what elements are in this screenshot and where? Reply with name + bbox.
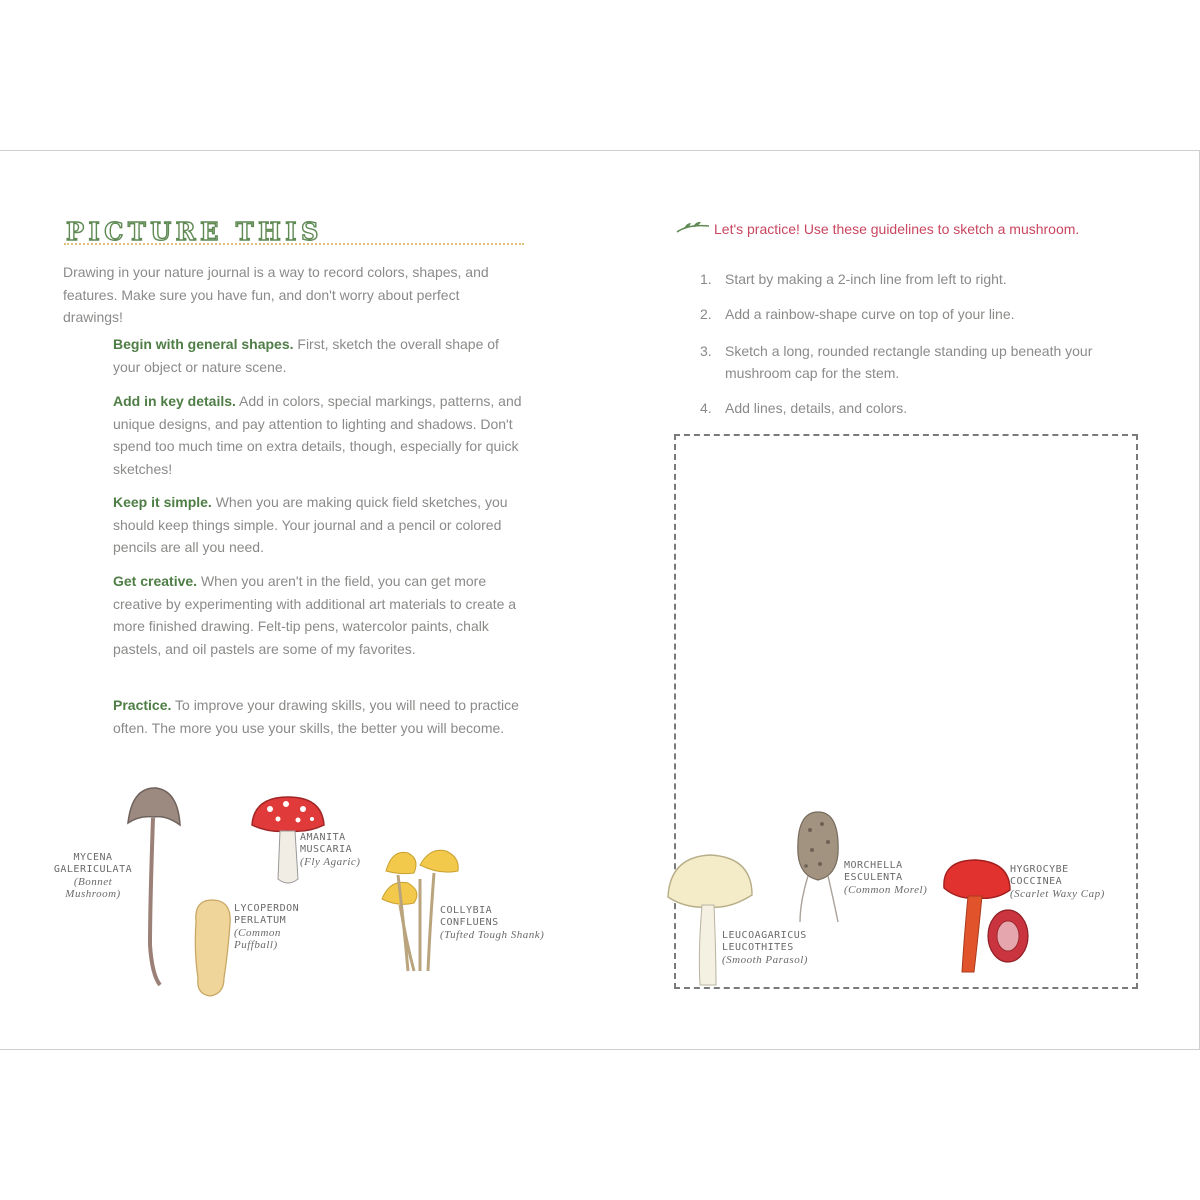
tip-text: To improve your drawing skills, you will need to practice often. The more you use your skills, the better you will become. <box>113 697 519 736</box>
morel-label <box>844 860 934 896</box>
page-title: PICTURE THIS <box>66 217 323 246</box>
step-number: 4. <box>700 400 712 416</box>
practice-step-4 <box>700 397 1100 419</box>
practice-step-2 <box>700 303 1100 325</box>
tip-heading: Keep it simple. <box>113 494 212 510</box>
tip-heading: Add in key details. <box>113 393 236 409</box>
puffball-label <box>234 903 324 951</box>
collybia-label <box>440 905 550 941</box>
specimen-latin: COLLYBIA CONFLUENS <box>440 905 499 928</box>
tip-practice <box>113 694 523 739</box>
specimen-latin: AMANITA MUSCARIA <box>300 832 353 855</box>
step-text: Sketch a long, rounded rectangle standing up beneath your mushroom cap for the stem. <box>725 343 1093 381</box>
amanita-label <box>300 832 370 868</box>
tip-keep-simple <box>113 491 523 559</box>
intro-paragraph: Drawing in your nature journal is a way to record colors, shapes, and features. Make sure you have fun, and don't worry about perfect drawings! <box>63 264 489 325</box>
specimen-latin: LEUCOAGARICUS LEUCOTHITES <box>722 930 807 953</box>
step-text: Add a rainbow-shape curve on top of your line. <box>725 306 1015 322</box>
title-dotted-rule <box>64 243 524 245</box>
step-number: 2. <box>700 306 712 322</box>
tip-get-creative <box>113 570 523 660</box>
practice-step-1 <box>700 268 1100 290</box>
specimen-common: (Tufted Tough Shank) <box>440 929 545 941</box>
tip-heading: Begin with general shapes. <box>113 336 294 352</box>
tip-general-shapes <box>113 333 523 378</box>
parasol-illustration <box>666 853 758 991</box>
step-number: 1. <box>700 271 712 287</box>
specimen-common: (Bonnet Mushroom) <box>65 876 121 900</box>
practice-heading: Let's practice! Use these guidelines to sketch a mushroom. <box>714 221 1080 237</box>
tip-key-details <box>113 390 523 480</box>
tip-text: When you are making quick field sketches, you should keep things simple. Your journal and a pencil or colored pencils are all you need. <box>113 494 508 555</box>
step-text: Add lines, details, and colors. <box>725 400 908 416</box>
specimen-latin: HYGROCYBE COCCINEA <box>1010 864 1069 887</box>
specimen-common: (Common Morel) <box>844 884 928 896</box>
tip-text: First, sketch the overall shape of your object or nature scene. <box>113 336 499 375</box>
parasol-label <box>722 930 814 966</box>
morel-illustration <box>790 810 846 928</box>
specimen-latin: LYCOPERDON PERLATUM <box>234 903 300 926</box>
tip-heading: Get creative. <box>113 573 198 589</box>
tip-text: Add in colors, special markings, patterns, and unique designs, and pay attention to lighting and shadows. Don't spend too much time on extra details, though, especially for quick sketches! <box>113 393 522 477</box>
practice-step-3 <box>700 340 1100 384</box>
tip-heading: Practice. <box>113 697 172 713</box>
tip-text: When you aren't in the field, you can get more creative by experimenting with additional art materials to create a more finished drawing. Felt-tip pens, watercolor paints, chalk pastels, and oil pastels are some of my favorites. <box>113 573 517 657</box>
specimen-common: (Common Puffball) <box>234 927 281 951</box>
specimen-common: (Smooth Parasol) <box>722 954 808 966</box>
specimen-common: (Fly Agaric) <box>300 856 361 868</box>
specimen-latin: MORCHELLA ESCULENTA <box>844 860 903 883</box>
specimen-latin: MYCENA GALERICULATA <box>53 852 133 875</box>
step-text: Start by making a 2-inch line from left to right. <box>725 271 1007 287</box>
specimen-common: (Scarlet Waxy Cap) <box>1010 888 1105 900</box>
step-number: 3. <box>700 343 712 359</box>
puffball-illustration <box>186 898 238 1002</box>
mycena-label <box>48 852 138 900</box>
waxy-cap-label <box>1010 864 1106 900</box>
